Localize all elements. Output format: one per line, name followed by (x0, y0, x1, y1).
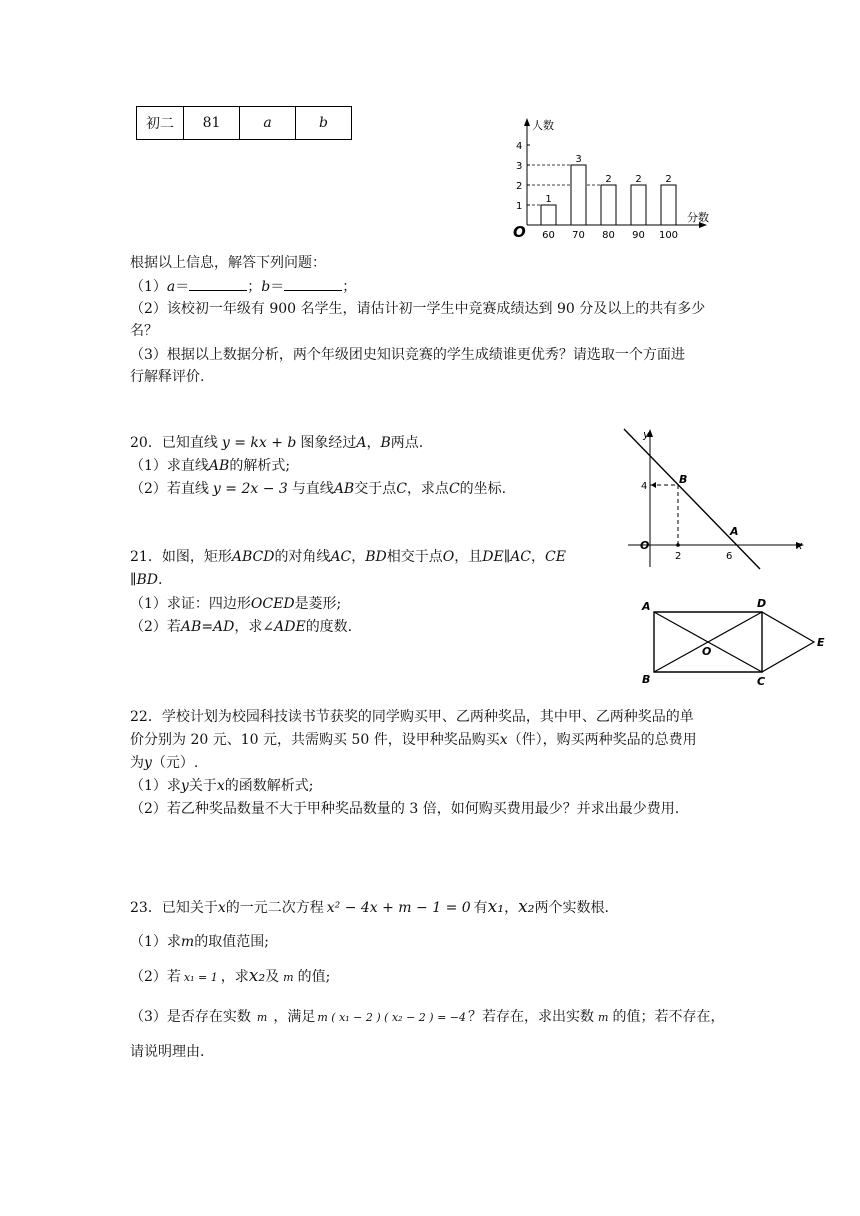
q23-head-c: 有 (473, 900, 488, 916)
q23-equation: x² − 4x + m − 1 = 0 (326, 900, 471, 916)
q23-part2 (130, 965, 330, 989)
q23-p3-b: ，满足 (273, 1009, 316, 1025)
q21-rectangle-figure (636, 594, 836, 690)
arrow-head-4 (651, 482, 656, 488)
q23-x2: x₂ (518, 897, 535, 917)
q21-ac2: AC (510, 549, 532, 565)
label-a: A (730, 525, 739, 538)
q20-p2-point-c2: C (448, 481, 460, 497)
q20-head-end: 两点. (390, 435, 424, 451)
q22-line1: 22．学校计划为校园科技读书节获奖的同学购买甲、乙两种奖品，其中甲、乙两种奖品的单 (130, 709, 694, 725)
q23-head-d: ， (504, 900, 519, 916)
q22-line3 (130, 752, 198, 774)
q20-head-rest: 图象经过 (300, 435, 357, 451)
q23-p3-m: m (256, 1011, 268, 1024)
q21-p2-a: （2）若 (130, 619, 181, 635)
q19-sep: ； (247, 279, 262, 295)
q21-de: DE (482, 549, 504, 565)
q20-equation: y = kx + b (221, 435, 297, 451)
bar-60 (541, 205, 556, 225)
bar-80 (601, 185, 616, 225)
q23-p2-a: （2）若 (130, 969, 181, 985)
q21-abcd: ABCD (231, 549, 275, 565)
q19-intro: 根据以上信息，解答下列问题： (130, 255, 326, 271)
q20-p2-ab: AB (333, 481, 355, 497)
q19-part1 (130, 276, 356, 298)
q19-var-b: b (261, 279, 271, 295)
table-row (137, 107, 352, 140)
bar-value-label: 1 (545, 194, 552, 205)
q20-line-graph (618, 425, 818, 575)
label-b: B (679, 473, 688, 486)
q23-head-b: 的一元二次方程 (225, 900, 324, 916)
q20-head-text: 20．已知直线 (130, 435, 218, 451)
bar-90 (631, 185, 646, 225)
q20-p2-c: 交于点 (354, 481, 397, 497)
y-tick-label: 3 (516, 161, 523, 172)
q20-comma: ， (366, 435, 381, 451)
bar-value-label: 2 (635, 174, 642, 185)
q23-p1-b: 的取值范围; (194, 934, 269, 950)
q21-parallel: ∥ (503, 549, 511, 565)
x-axis-label: x (796, 539, 803, 552)
q20-p2-a: （2）若直线 (130, 481, 209, 497)
q21-l1-c: ， (351, 549, 366, 565)
q22-part1 (130, 775, 313, 797)
score-bar-chart (505, 115, 725, 245)
label-b: B (642, 673, 651, 686)
bar-70 (571, 165, 586, 225)
label-o: O (702, 645, 712, 658)
q22-p1-b: 关于 (188, 778, 217, 794)
q21-ade: ADE (274, 619, 306, 635)
bar-value-label: 3 (575, 154, 582, 165)
table-cell-b: b (296, 107, 352, 140)
label-6: 6 (726, 551, 733, 562)
q23-p2-b: ，求 (220, 969, 249, 985)
q21-p1-b: 是菱形; (294, 596, 342, 612)
q22-l2-a: 价分别为 20 元、10 元，共需购买 50 件，设甲种奖品购买 (130, 732, 500, 748)
q23-p2-c: 及 (265, 969, 280, 985)
origin-label: O (640, 539, 650, 552)
q23-part3-line2: 请说明理由. (130, 1044, 205, 1060)
q23-p2-x2: x₂ (248, 966, 266, 986)
label-2: 2 (675, 551, 682, 562)
q23-p3-equation: m ( x₁ − 2 ) ( x₂ − 2 ) = −4 (317, 1011, 467, 1024)
q21-ce: CE (545, 549, 566, 565)
table-cell-a: a (240, 107, 296, 140)
q23-head (130, 896, 609, 919)
y-axis-label: 人数 (532, 119, 554, 132)
q21-l1-e: ，且 (454, 549, 483, 565)
q23-head-a: 23．已知关于 (130, 900, 218, 916)
x-tick-label: 90 (632, 230, 645, 241)
q20-p2-d: ，求点 (406, 481, 449, 497)
q21-l1-g: ， (531, 549, 546, 565)
q20-p2-e: 的坐标. (459, 481, 507, 497)
dot-2 (676, 543, 680, 547)
label-d: D (757, 597, 767, 610)
label-4: 4 (641, 481, 648, 492)
score-table (136, 106, 352, 140)
q22-line2 (130, 729, 697, 751)
q21-p2-c: 的度数. (305, 619, 353, 635)
label-e: E (817, 636, 825, 649)
label-c: C (757, 675, 766, 688)
q22-l3-a: 为 (130, 755, 144, 771)
x-tick-label: 70 (572, 230, 585, 241)
q23-p2-equation: x₁ = 1 (183, 971, 218, 984)
q22-p1-a: （1）求 (130, 778, 181, 794)
q19-end: ； (342, 279, 357, 295)
q21-line1 (130, 546, 566, 568)
q19-part3-line1: （3）根据以上数据分析，两个年级团史知识竞赛的学生成绩谁更优秀？请选取一个方面进 (130, 347, 685, 363)
table-cell-mean: 81 (184, 107, 240, 140)
q20-point-a: A (356, 435, 367, 451)
q20-part2 (130, 478, 506, 500)
q23-p3-m2: m (598, 1011, 609, 1024)
q22-l3-b: （元）. (151, 755, 199, 771)
origin-label: O (513, 223, 526, 241)
q21-oced: OCED (250, 596, 295, 612)
x-tick-label: 100 (658, 230, 679, 241)
q20-p2-equation: y = 2x − 3 (212, 481, 288, 497)
q20-point-b: B (380, 435, 391, 451)
y-axis-label: y (643, 428, 650, 441)
q19-eq2: ＝ (270, 279, 285, 295)
q23-p2-d: 的值; (297, 969, 331, 985)
q19-var-a: a (166, 279, 176, 295)
q23-var-x: x (217, 900, 226, 916)
q23-head-e: 两个实数根. (534, 900, 609, 916)
q23-part1 (130, 931, 269, 953)
q21-ac: AC (330, 549, 352, 565)
q23-p1-m: m (180, 934, 195, 950)
y-tick-label: 4 (516, 141, 523, 152)
q22-var-y: y (144, 755, 152, 771)
x-tick-label: 60 (542, 230, 555, 241)
bar-100 (661, 185, 676, 225)
q20-head (130, 432, 423, 454)
q23-p1-a: （1）求 (130, 934, 181, 950)
q23-p3-c: ？若存在，求出实数 (468, 1009, 595, 1025)
q21-parallel2: ∥ (130, 572, 137, 588)
q20-p1-a: （1）求直线 (130, 458, 209, 474)
q23-p3-a: （3）是否存在实数 (130, 1009, 251, 1025)
q21-l1-b: 的对角线 (274, 549, 331, 565)
q22-var-x: x (499, 732, 508, 748)
q19-part1-prefix: （1） (130, 279, 167, 295)
q22-p1-c: 的函数解析式; (224, 778, 314, 794)
q21-p2-b: ，求∠ (234, 619, 275, 635)
q23-p2-m: m (283, 971, 294, 984)
q23-part3 (130, 1006, 724, 1029)
q21-part1 (130, 593, 341, 615)
q21-line2 (130, 569, 162, 591)
q21-o: O (442, 549, 455, 565)
q20-part1 (130, 455, 290, 477)
q22-p1-y: y (180, 778, 189, 794)
q21-l1-d: 相交于点 (386, 549, 443, 565)
q22-l2-b: （件），购买两种奖品的总费用 (507, 732, 697, 748)
q19-part2-line1: （2）该校初一年级有 900 名学生，请估计初一学生中竞赛成绩达到 90 分及以上的共有多少 (130, 301, 706, 317)
q21-part2 (130, 616, 352, 638)
q22-part2: （2）若乙种奖品数量不大于甲种奖品数量的 3 倍，如何购买费用最少？并求出最少费用. (130, 801, 680, 817)
q21-bd2: BD (136, 572, 158, 588)
q22-p1-x: x (216, 778, 225, 794)
q20-p2-point-c: C (396, 481, 407, 497)
x-tick-label: 80 (602, 230, 615, 241)
q19-part2-line2: 名？ (130, 323, 158, 339)
y-tick-label: 1 (516, 201, 523, 212)
q20-p1-ab: AB (208, 458, 230, 474)
q20-p2-b: 与直线 (291, 481, 334, 497)
q20-p1-b: 的解析式; (229, 458, 291, 474)
bar-value-label: 2 (665, 174, 672, 185)
q21-l1-a: 21．如图，矩形 (130, 549, 232, 565)
q23-p3-d: 的值；若不存在， (612, 1009, 725, 1025)
q21-bd: BD (365, 549, 387, 565)
q21-l2-b: . (157, 572, 163, 588)
answer-blank-b[interactable] (284, 276, 342, 291)
q23-x1: x₁ (487, 897, 505, 917)
label-a: A (642, 600, 651, 613)
bar-value-label: 2 (605, 174, 612, 185)
rhombus-sides (762, 612, 814, 672)
y-axis-arrow (524, 118, 530, 126)
q21-ab-ad: AB=AD (180, 619, 235, 635)
q19-eq1: ＝ (175, 279, 190, 295)
q19-part3-line2: 行解释评价. (130, 369, 205, 385)
q21-p1-a: （1）求证：四边形 (130, 596, 251, 612)
answer-blank-a[interactable] (189, 276, 247, 291)
table-cell-grade: 初二 (137, 107, 184, 140)
x-axis-label: 分数 (687, 211, 709, 224)
y-tick-label: 2 (516, 181, 523, 192)
